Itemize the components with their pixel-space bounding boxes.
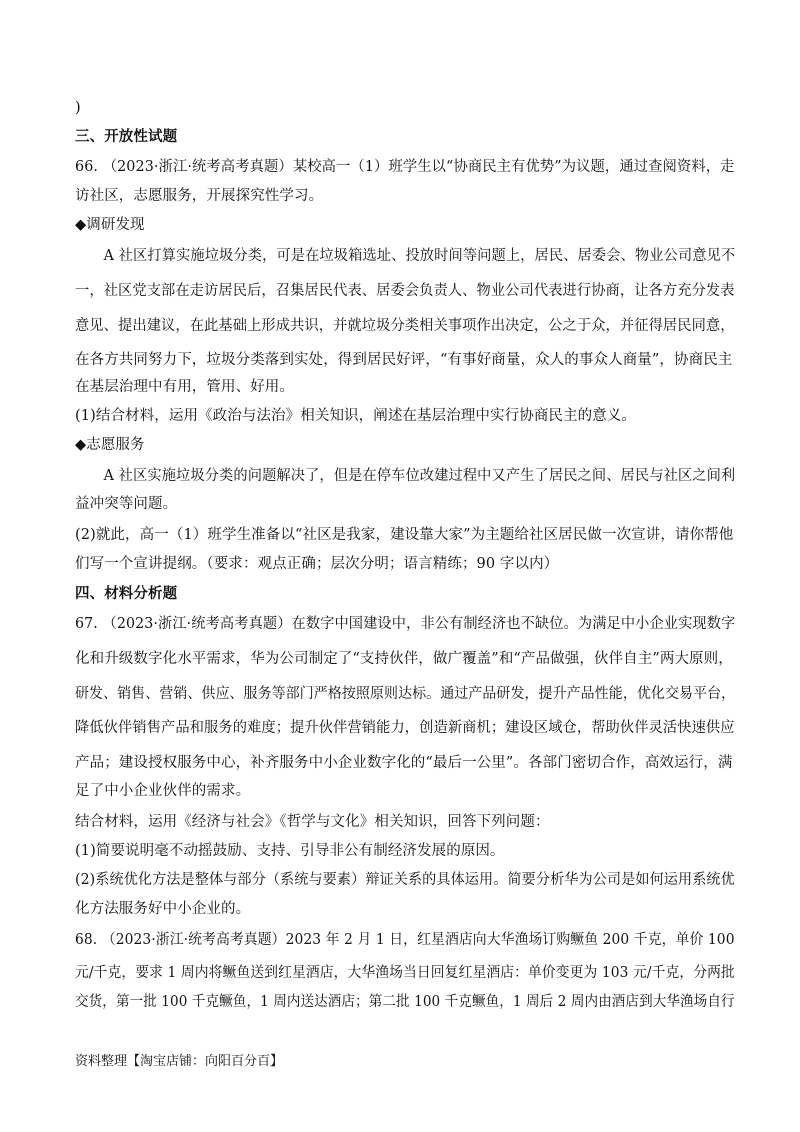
q67-stem-line: 67. （2023·浙江·统考高考真题）在数字中国建设中，非公有制经济也不缺位。为满足中小企业实现数字 <box>75 616 736 632</box>
section-3-heading: 三、开放性试题 <box>75 129 178 145</box>
q67-stem-line: 研发、销售、营销、供应、服务等部门严格按照原则达标。通过产品研发，提升产品性能，优化交易平台， <box>75 686 736 702</box>
q67-sub-question-2: 化方法服务好中小企业的。 <box>75 901 251 917</box>
q67-sub-question-2: (2)系统优化方法是整体与部分（系统与要素）辩证关系的具体运用。简要分析华为公司是如何运用系统优 <box>75 872 735 888</box>
q68-stem-line: 交货，第一批 100 千克鳜鱼，1 周内送达酒店；第二批 100 千克鳜鱼，1 周后 2 周内由酒店到大华渔场自行 <box>75 994 735 1010</box>
q66-survey-line: 在基层治理中有用，管用、好用。 <box>75 379 294 395</box>
q66-survey-line: 一，社区党支部在走访居民后，召集居民代表、居委会负责人、物业公司代表进行协商，让各方充分发表 <box>75 283 735 299</box>
q66-volunteer-title: ◆志愿服务 <box>75 437 145 453</box>
page-footer: 资料整理【淘宝店铺：向阳百分百】 <box>75 1054 284 1069</box>
q67-stem-line: 降低伙伴销售产品和服务的难度；提升伙伴营销能力，创造新商机；建设区域仓，帮助伙伴灵活快速供应 <box>75 720 735 736</box>
q66-sub-question-1: (1)结合材料，运用《政治与法治》相关知识，阐述在基层治理中实行协商民主的意义。 <box>75 408 637 424</box>
q67-stem-line: 足了中小企业伙伴的需求。 <box>75 783 251 799</box>
q67-sub-question-1: (1)简要说明毫不动摇鼓励、支持、引导非公有制经济发展的原因。 <box>75 843 505 859</box>
q66-survey-line: 意见、提出建议，在此基础上形成共识，并就垃圾分类相关事项作出决定，公之于众，并征得居民同意， <box>75 318 735 334</box>
q68-stem-line: 元/千克，要求 1 周内将鳜鱼送到红星酒店，大华渔场当日回复红星酒店：单价变更为 103 元/千克，分两批 <box>75 965 735 981</box>
q66-stem-line-1: 66. （2023·浙江·统考高考真题）某校高一（1）班学生以“协商民主有优势”为议题，通过查阅资料，走 <box>75 159 735 175</box>
stray-paren: ) <box>75 100 81 116</box>
q66-volunteer-line: A 社区实施垃圾分类的问题解决了，但是在停车位改建过程中又产生了居民之间、居民与社区之间利 <box>75 468 736 484</box>
q66-volunteer-line: 益冲突等问题。 <box>75 496 178 512</box>
q66-survey-line: A 社区打算实施垃圾分类，可是在垃圾箱选址、投放时间等问题上，居民、居委会、物业公司意见不 <box>75 248 736 264</box>
q66-sub-question-2: 们写一个宣讲提纲。（要求：观点正确；层次分明；语言精练；90 字以内） <box>75 556 559 572</box>
q67-instruction: 结合材料，运用《经济与社会》《哲学与文化》相关知识，回答下列问题： <box>75 814 550 830</box>
q66-stem-line-2: 访社区，志愿服务，开展探究性学习。 <box>75 188 324 204</box>
q66-sub-question-2: (2)就此，高一（1）班学生准备以“社区是我家，建设靠大家”为主题给社区居民做一次宣讲，请你帮他 <box>75 527 734 543</box>
section-4-heading: 四、材料分析题 <box>75 586 178 602</box>
q67-stem-line: 产品；建设授权服务中心，补齐服务中小企业数字化的“最后一公里”。各部门密切合作，高效运行，满 <box>75 755 733 771</box>
q67-stem-line: 化和升级数字化水平需求，华为公司制定了“支持伙伴，做广覆盖”和“产品做强，伙伴自主”两大原则， <box>75 651 733 667</box>
q66-survey-title: ◆调研发现 <box>75 217 145 233</box>
q68-stem-line: 68. （2023·浙江·统考高考真题）2023 年 2 月 1 日，红星酒店向大华渔场订购鳜鱼 200 千克，单价 100 <box>75 932 735 948</box>
q66-survey-line: 在各方共同努力下，垃圾分类落到实处，得到居民好评，“有事好商量，众人的事众人商量”，协商民主 <box>75 352 733 368</box>
